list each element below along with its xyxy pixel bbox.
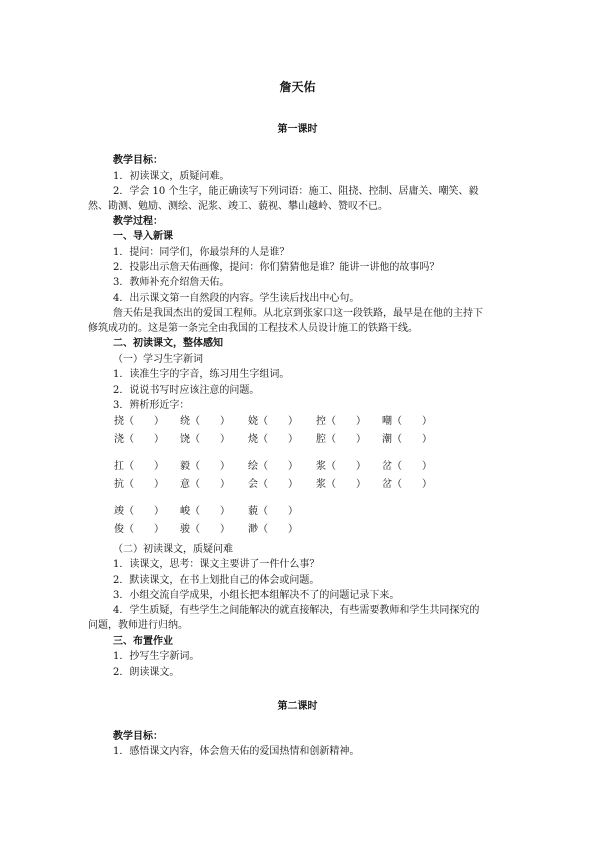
char-glyph: 会 [248,479,258,490]
answer-blank: （ ） [326,416,366,427]
char-glyph: 嘲 [382,416,392,427]
answer-blank: （ ） [258,506,298,517]
paragraph-line: 詹天佑是我国杰出的爱国工程师。从北京到张家口这一段铁路，最早是在他的主持下 [113,308,483,319]
answer-blank: （ ） [190,461,230,472]
char-item [316,460,366,473]
list-item: 问题，教师进行归纳。 [88,620,188,631]
answer-blank: （ ） [258,416,298,427]
paragraph-line: 修筑成功的。这是第一条完全由我国的工程技术人员设计施工的铁路干线。 [88,323,418,334]
char-glyph: 饶 [180,434,190,445]
answer-blank: （ ） [124,434,164,445]
answer-blank: （ ） [326,479,366,490]
char-item [180,415,230,428]
goals-label: 教学目标： [113,731,163,742]
list-item: 2．朗读课文。 [113,667,180,678]
char-glyph: 挠 [114,416,124,427]
char-item [382,478,432,491]
char-glyph: 岔 [382,479,392,490]
char-glyph: 浇 [114,434,124,445]
list-item: 3．小组交流自学成果，小组长把本组解决不了的问题记录下来。 [113,590,400,601]
char-glyph: 意 [180,479,190,490]
char-item [316,433,366,446]
answer-blank: （ ） [124,524,164,535]
char-item [248,433,298,446]
char-item [114,478,164,491]
char-glyph: 浆 [316,479,326,490]
char-glyph: 控 [316,416,326,427]
subsection-heading: （二）初读课文，质疑问难 [113,544,233,555]
goal-line: 1．感悟课文内容，体会詹天佑的爱国热情和创新精神。 [113,746,360,757]
list-item: 3．教师补充介绍詹天佑。 [113,277,230,288]
answer-blank: （ ） [124,461,164,472]
list-item: 1．读课文，思考：课文主要讲了一件什么事？ [113,559,320,570]
goal-line: 2．学会 10 个生字，能正确读写下列词语：施工、阻挠、控制、居庸关、嘲笑、毅 [113,186,479,197]
list-item: 2．默读课文，在书上划批自己的体会或问题。 [113,575,320,586]
section-heading: 二、初读课文，整体感知 [113,338,223,349]
char-glyph: 骏 [180,524,190,535]
char-glyph: 扛 [114,461,124,472]
section-heading: 一、导入新课 [113,231,173,242]
char-glyph: 绘 [248,461,258,472]
char-glyph: 竣 [114,506,124,517]
char-item [180,460,230,473]
answer-blank: （ ） [258,434,298,445]
char-item [180,523,230,536]
answer-blank: （ ） [392,461,432,472]
lesson1-heading: 第一课时 [277,124,318,135]
char-item [248,478,298,491]
answer-blank: （ ） [258,479,298,490]
char-item [316,478,366,491]
char-glyph: 绕 [180,416,190,427]
char-item [180,433,230,446]
page-title: 詹天佑 [279,80,316,94]
char-item [248,505,298,518]
char-glyph: 毅 [180,461,190,472]
goal-line: 1．初读课文，质疑问难。 [113,171,230,182]
char-item [114,523,164,536]
subsection-heading: （一）学习生字新词 [113,354,203,365]
answer-blank: （ ） [190,479,230,490]
answer-blank: （ ） [124,506,164,517]
answer-blank: （ ） [258,524,298,535]
answer-blank: （ ） [190,524,230,535]
answer-blank: （ ） [326,461,366,472]
char-glyph: 腔 [316,434,326,445]
list-item: 1．读准生字的字音，练习用生字组词。 [113,369,290,380]
answer-blank: （ ） [190,416,230,427]
char-glyph: 俊 [114,524,124,535]
list-item: 4．出示课文第一自然段的内容。学生读后找出中心句。 [113,293,360,304]
list-item: 4．学生质疑，有些学生之间能解决的就直接解决，有些需要教师和学生共同探究的 [113,605,480,616]
char-item [248,523,298,536]
char-item [180,505,230,518]
char-glyph: 峻 [180,506,190,517]
answer-blank: （ ） [392,416,432,427]
char-item [248,415,298,428]
char-glyph: 娆 [248,416,258,427]
goal-line: 然、勘测、勉励、测绘、泥浆、竣工、藐视、攀山越岭、赞叹不已。 [88,201,388,212]
char-item [180,478,230,491]
char-glyph: 抗 [114,479,124,490]
list-item: 1．抄写生字新词。 [113,651,200,662]
char-item [316,415,366,428]
answer-blank: （ ） [190,434,230,445]
list-item: 2．说说书写时应该注意的问题。 [113,385,260,396]
answer-blank: （ ） [190,506,230,517]
char-item [382,460,432,473]
answer-blank: （ ） [124,416,164,427]
answer-blank: （ ） [258,461,298,472]
answer-blank: （ ） [392,434,432,445]
char-item [382,433,432,446]
answer-blank: （ ） [326,434,366,445]
goals-label: 教学目标： [113,155,163,166]
list-item: 1．提问：同学们，你最崇拜的人是谁？ [113,247,290,258]
answer-blank: （ ） [124,479,164,490]
char-glyph: 岔 [382,461,392,472]
char-item [114,433,164,446]
char-item [248,460,298,473]
char-glyph: 潮 [382,434,392,445]
section-heading: 三、布置作业 [113,636,173,647]
char-item [114,415,164,428]
char-glyph: 藐 [248,506,258,517]
char-item [382,415,432,428]
char-item [114,505,164,518]
char-glyph: 渺 [248,524,258,535]
list-item: 3．辨析形近字： [113,400,190,411]
process-label: 教学过程： [113,216,163,227]
lesson2-heading: 第二课时 [277,701,318,712]
list-item: 2．投影出示詹天佑画像，提问：你们猜猜他是谁？能讲一讲他的故事吗？ [113,262,440,273]
answer-blank: （ ） [392,479,432,490]
char-item [114,460,164,473]
char-glyph: 浆 [316,461,326,472]
char-glyph: 烧 [248,434,258,445]
